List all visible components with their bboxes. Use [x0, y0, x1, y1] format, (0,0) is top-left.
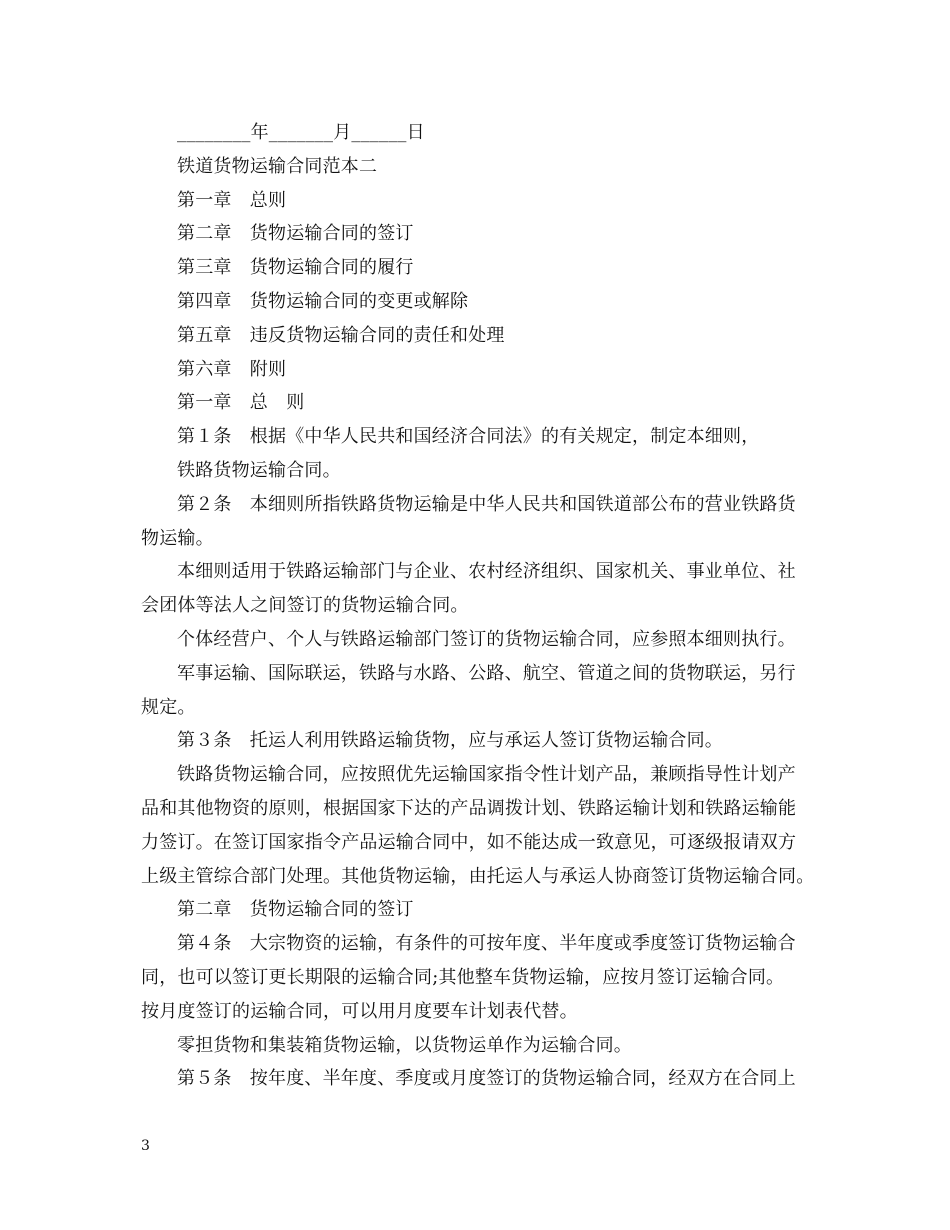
paragraph-planning-line-3: 力签订。在签订国家指令产品运输合同中，如不能达成一致意见，可逐级报请双方	[141, 831, 797, 853]
paragraph-planning-line-2: 品和其他物资的原则，根据国家下达的产品调拨计划、铁路运输计划和铁路运输能	[141, 797, 797, 819]
toc-chapter-4: 第四章 货物运输合同的变更或解除	[177, 290, 469, 312]
chapter-1-heading: 第一章 总 则	[177, 392, 305, 414]
article-1-line-1: 第１条 根据《中华人民共和国经济合同法》的有关规定，制定本细则，	[177, 426, 760, 448]
toc-chapter-3: 第三章 货物运输合同的履行	[177, 257, 414, 279]
toc-chapter-1: 第一章 总则	[177, 189, 287, 211]
page-number: 3	[141, 1138, 150, 1154]
article-2-line-1: 第２条 本细则所指铁路货物运输是中华人民共和国铁道部公布的营业铁路货	[177, 493, 796, 515]
toc-chapter-6: 第六章 附则	[177, 358, 287, 380]
paragraph-individual: 个体经营户、个人与铁路运输部门签订的货物运输合同，应参照本细则执行。	[177, 628, 796, 650]
article-4-line-2: 同，也可以签订更长期限的运输合同;其他整车货物运输，应按月签订运输合同。	[141, 966, 785, 988]
paragraph-military-line-1: 军事运输、国际联运，铁路与水路、公路、航空、管道之间的货物联运，另行	[177, 662, 796, 684]
paragraph-planning-line-4: 上级主管综合部门处理。其他货物运输，由托运人与承运人协商签订货物运输合同。	[141, 865, 815, 887]
chapter-2-heading: 第二章 货物运输合同的签订	[177, 899, 414, 921]
article-4-line-1: 第４条 大宗物资的运输，有条件的可按年度、半年度或季度签订货物运输合	[177, 933, 796, 955]
article-4-line-3: 按月度签订的运输合同，可以用月度要车计划表代替。	[141, 1000, 578, 1022]
paragraph-planning-line-1: 铁路货物运输合同，应按照优先运输国家指令性计划产品，兼顾指导性计划产	[177, 764, 796, 786]
document-title: 铁道货物运输合同范本二	[177, 155, 378, 177]
article-2-line-2: 物运输。	[141, 527, 214, 549]
paragraph-military-line-2: 规定。	[141, 696, 196, 718]
article-1-line-2: 铁路货物运输合同。	[177, 459, 341, 481]
paragraph-less-than-carload: 零担货物和集装箱货物运输，以货物运单作为运输合同。	[177, 1034, 632, 1056]
document-body	[141, 116, 813, 1096]
article-5-line-1: 第５条 按年度、半年度、季度或月度签订的货物运输合同，经双方在合同上	[177, 1068, 796, 1090]
toc-chapter-2: 第二章 货物运输合同的签订	[177, 223, 414, 245]
toc-chapter-5: 第五章 违反货物运输合同的责任和处理	[177, 324, 505, 346]
paragraph-scope-line-1: 本细则适用于铁路运输部门与企业、农村经济组织、国家机关、事业单位、社	[177, 561, 796, 583]
paragraph-scope-line-2: 会团体等法人之间签订的货物运输合同。	[141, 595, 469, 617]
article-3: 第３条 托运人利用铁路运输货物，应与承运人签订货物运输合同。	[177, 730, 723, 752]
date-line: ________年_______月______日	[177, 122, 425, 143]
